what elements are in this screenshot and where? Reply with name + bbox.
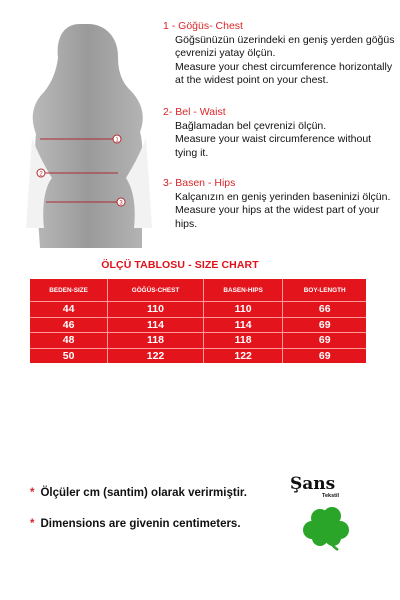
svg-text:1: 1 [115,137,119,144]
table-row [30,333,366,349]
hips-text-en: Measure your hips at the widest part of your hips. [175,204,380,230]
waist-heading: 2- Bel - Waist [163,106,226,118]
waist-instructions [163,106,395,160]
chest-instructions [163,20,395,88]
cell-chest: 114 [108,318,204,334]
body-silhouette-figure [22,18,154,248]
cell-length: 69 [283,318,366,334]
cell-length: 66 [283,302,366,318]
note-turkish-text: Ölçüler cm (santim) olarak verirmiştir. [40,487,247,499]
chest-text-en: Measure your chest circumference horizontally at the widest point on your chest. [175,60,393,87]
asterisk-icon: * [30,518,35,530]
waist-text-en: Measure your waist circumference without tying it. [175,133,372,159]
cell-size: 50 [30,349,108,364]
clover-icon [300,504,354,552]
silhouette-shape [26,24,152,248]
size-chart-header-row [30,279,366,302]
table-row [30,349,366,364]
cell-chest: 122 [108,349,204,364]
table-row [30,318,366,334]
cell-chest: 110 [108,302,204,318]
chest-text-tr: Göğsünüzün üzerindeki en geniş yerden göğüs çevrenizi yatay ölçün. [175,33,395,60]
cell-hips: 122 [204,349,284,364]
cell-size: 44 [30,302,108,318]
hips-text-tr: Kalçanızın en geniş yerinden baseninizi ölçün. [175,190,391,203]
waist-text-tr: Bağlamadan bel çevrenizi ölçün. [175,119,327,132]
svg-text:2: 2 [39,171,43,178]
chest-heading: 1 - Göğüs- Chest [163,20,243,32]
cell-hips: 114 [204,318,284,334]
brand-subtitle: Tekstil [322,493,340,499]
marker-3 [117,198,125,207]
marker-2 [37,169,45,178]
hips-heading: 3- Basen - Hips [163,177,236,189]
brand-logo [290,474,370,554]
header-size: BEDEN-SIZE [30,279,108,302]
cell-hips: 118 [204,333,284,349]
cell-chest: 118 [108,333,204,349]
note-english-text: Dimensions are givenin centimeters. [40,518,241,530]
cell-size: 46 [30,318,108,334]
size-chart-table [30,279,366,363]
header-chest: GÖĞÜS-CHEST [108,279,204,302]
cell-length: 69 [283,333,366,349]
note-turkish [30,487,247,499]
cell-hips: 110 [204,302,284,318]
size-chart-title: ÖLÇÜ TABLOSU - SIZE CHART [101,259,259,271]
cell-size: 48 [30,333,108,349]
asterisk-icon: * [30,487,35,499]
cell-length: 69 [318,349,331,362]
brand-name: Şans [290,474,336,494]
svg-text:3: 3 [119,200,123,207]
table-row [30,302,366,318]
header-hips: BASEN-HIPS [204,279,284,302]
note-english [30,518,241,530]
header-length: BOY-LENGTH [283,279,366,302]
hips-instructions [163,177,395,231]
marker-1 [113,135,121,144]
